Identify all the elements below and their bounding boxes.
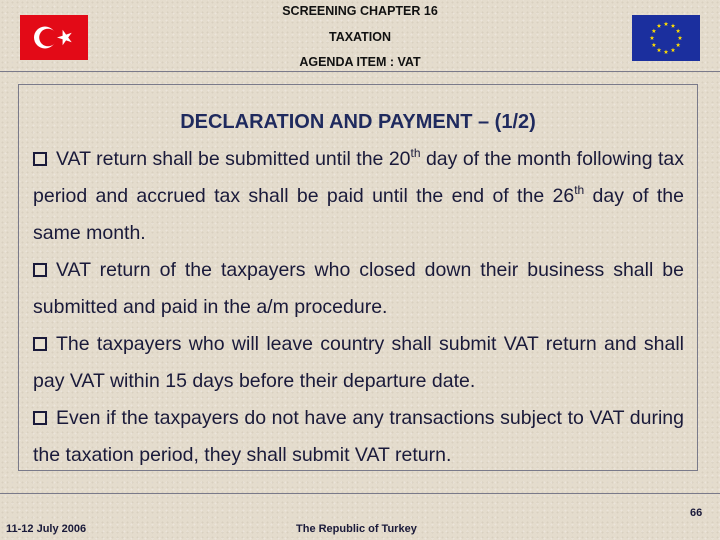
bullet-text: VAT return shall be submitted until the 20 — [56, 148, 411, 170]
eu-star — [657, 23, 662, 27]
bullet-text: VAT return of the taxpayers who closed down their business shall be submitted and paid in the a/m procedure. — [33, 259, 684, 318]
bullet-text: Even if the taxpayers do not have any transactions subject to VAT during the taxation period, they shall submit VAT return. — [33, 407, 684, 466]
bullet-item — [33, 141, 684, 252]
footer-date: 11-12 July 2006 — [6, 523, 87, 535]
ordinal-suffix: th — [574, 183, 585, 197]
header-topic: TAXATION — [328, 30, 392, 44]
eu-star — [671, 23, 676, 27]
eu-star — [678, 36, 683, 40]
checkbox-bullet-icon — [33, 411, 47, 425]
bullet-text-continued: day of the month following tax period and accrued tax shall be paid until the end of the 26 — [33, 148, 684, 207]
checkbox-bullet-icon — [33, 337, 47, 351]
bullet-text: The taxpayers who will leave country shall submit VAT return and shall pay VAT within 15 days before their departure date. — [33, 333, 684, 392]
eu-star — [657, 48, 662, 52]
footer-divider — [0, 493, 720, 494]
eu-star — [650, 36, 655, 40]
eu-star — [664, 22, 669, 26]
bullet-item — [33, 252, 684, 326]
eu-star — [652, 43, 657, 47]
header-agenda-item: AGENDA ITEM : VAT — [299, 55, 421, 69]
footer-organization: The Republic of Turkey — [296, 523, 417, 535]
bullet-item — [33, 326, 684, 400]
bullet-text-end: day of the same month. — [33, 185, 684, 244]
eu-star — [664, 50, 669, 54]
ordinal-suffix: th — [410, 146, 421, 160]
checkbox-bullet-icon — [33, 263, 47, 277]
turkey-flag-icon — [20, 15, 88, 60]
bullet-item — [33, 400, 684, 474]
header-chapter: SCREENING CHAPTER 16 — [282, 4, 438, 18]
eu-star — [652, 29, 657, 33]
eu-flag-icon — [632, 15, 700, 61]
eu-star — [671, 48, 676, 52]
page-number: 66 — [690, 507, 703, 519]
header-divider — [0, 71, 720, 72]
checkbox-bullet-icon — [33, 152, 47, 166]
eu-star — [676, 43, 681, 47]
eu-star — [676, 29, 681, 33]
slide-title: DECLARATION AND PAYMENT – (1/2) — [180, 111, 536, 133]
